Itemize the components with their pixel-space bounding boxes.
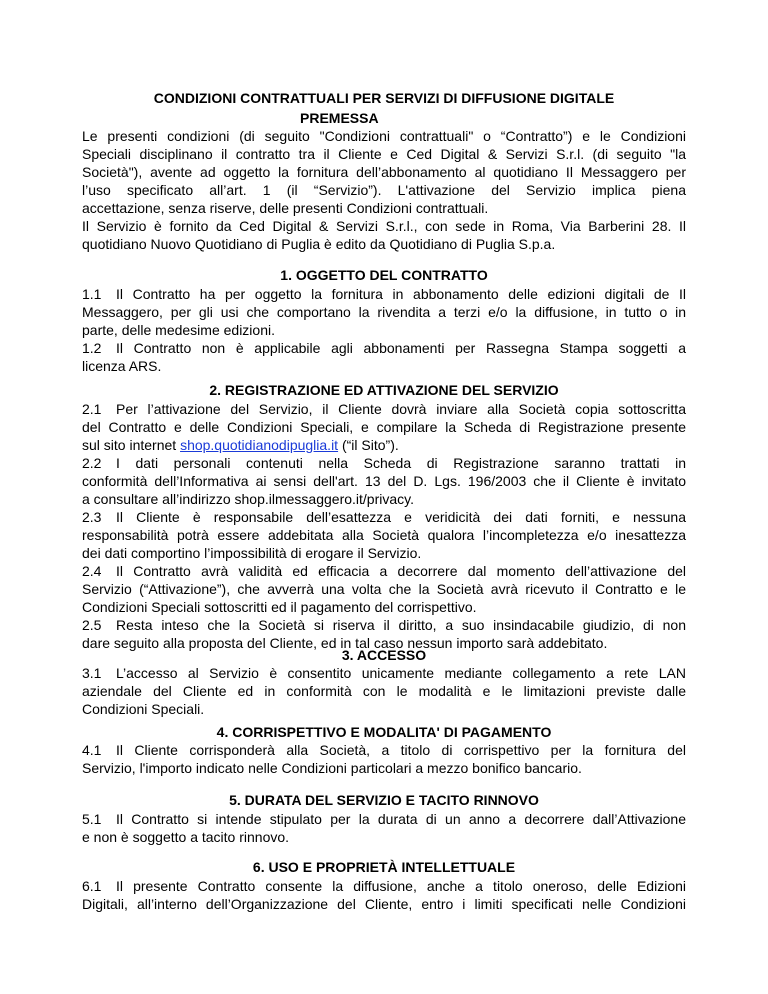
premessa-line: l’uso specificato all’art. 1 (il “Servizio”). L'attivazione del Servizio implica piena [82, 182, 686, 198]
shop-link[interactable]: shop.quotidianodipuglia.it [180, 437, 339, 453]
clause-text: Condizioni Speciali. [82, 701, 205, 717]
section-2-body [82, 400, 686, 652]
clause-text: e non è soggetto a tacito rinnovo. [82, 829, 290, 845]
section-6-body [82, 877, 686, 913]
clause-number: 1.2 [82, 340, 102, 356]
clause-text: I dati personali contenuti nella Scheda di Registrazione saranno trattati in [116, 455, 686, 471]
premessa-heading: PREMESSA [300, 110, 379, 126]
section-1-heading: 1. OGGETTO DEL CONTRATTO [280, 267, 488, 283]
premessa-line: Le presenti condizioni (di seguito "Condizioni contrattuali" o “Contratto”) e le Condizioni [82, 128, 686, 144]
section-5-heading: 5. DURATA DEL SERVIZIO E TACITO RINNOVO [229, 792, 539, 808]
clause-text: Il Cliente corrisponderà alla Società, a titolo di corrispettivo per la fornitura del [116, 742, 686, 758]
clause-text: dei dati comportino l’impossibilità di erogare il Servizio. [82, 545, 422, 561]
clause-text: sul sito internet [82, 437, 181, 453]
clause-text: aziendale del Cliente ed in conformità con le modalità e le limitazioni previste dalle [82, 683, 686, 699]
clause-text: Messaggero, per gli usi che comportano la rivendita a terzi e/o la diffusione, in tutto o in [82, 304, 686, 320]
clause-text: L’accesso al Servizio è consentito unicamente mediante collegamento a rete LAN [116, 665, 686, 681]
section-1-body [82, 285, 686, 375]
clause-number: 4.1 [82, 742, 102, 758]
clause-text: Servizio (“Attivazione”), che avverrà una volta che la Società avrà ricevuto il Contratto e le [82, 581, 686, 597]
clause-number: 1.1 [82, 286, 102, 302]
clause-text: (“il Sito”). [338, 437, 399, 453]
clause-text: a consultare all’indirizzo shop.ilmessaggero.it/privacy. [82, 491, 415, 507]
clause-text: Resta inteso che la Società si riserva il diritto, a suo insindacabile giudizio, di non [116, 617, 686, 633]
clause-number: 2.2 [82, 455, 102, 471]
clause-text: dare seguito alla proposta del Cliente, ed in tal caso nessun importo sarà addebitato. [82, 635, 608, 651]
section-3-body [82, 664, 686, 718]
clause-number: 2.5 [82, 617, 102, 633]
clause-text: Il Contratto ha per oggetto la fornitura in abbonamento delle edizioni digitali de Il [116, 286, 686, 302]
section-5-body [82, 810, 686, 846]
clause-text: Digitali, all’interno dell’Organizzazione del Cliente, entro i limiti specificati nelle Condizioni [82, 896, 686, 912]
clause-number: 2.1 [82, 401, 102, 417]
clause-number: 5.1 [82, 811, 102, 827]
premessa-line: Il Servizio è fornito da Ced Digital & Servizi S.r.l., con sede in Roma, Via Barberini 28. Il [82, 218, 686, 234]
clause-text: parte, delle medesime edizioni. [82, 322, 275, 338]
section-2-heading: 2. REGISTRAZIONE ED ATTIVAZIONE DEL SERVIZIO [209, 382, 559, 398]
premessa-line: Speciali disciplinano il contratto tra il Cliente e Ced Digital & Servizi S.r.l. (di seguito "la [82, 146, 686, 162]
premessa-line: Società"), avente ad oggetto la fornitura dell’abbonamento al quotidiano Il Messaggero per [82, 164, 686, 180]
premessa-line: quotidiano Nuovo Quotidiano di Puglia è edito da Quotidiano di Puglia S.p.a. [82, 236, 556, 252]
clause-text: Il Cliente è responsabile dell’esattezza e veridicità dei dati forniti, e nessuna [116, 509, 686, 525]
clause-text: del Contratto e delle Condizioni Speciali, e compilare la Scheda di Registrazione presente [82, 419, 686, 435]
clause-text: Condizioni Speciali sottoscritti ed il pagamento del corrispettivo. [82, 599, 477, 615]
premessa-paragraph [82, 127, 686, 253]
clause-text: Il Contratto avrà validità ed efficacia a decorrere dal momento dell’attivazione del [116, 563, 686, 579]
clause-text: Servizio, l'importo indicato nelle Condizioni particolari a mezzo bonifico bancario. [82, 760, 582, 776]
clause-text: licenza ARS. [82, 358, 162, 374]
section-3-heading: 3. ACCESSO [341, 647, 427, 663]
clause-text: Il presente Contratto consente la diffusione, anche a titolo oneroso, delle Edizioni [116, 878, 686, 894]
section-4-body [82, 741, 686, 777]
clause-number: 2.4 [82, 563, 102, 579]
clause-text: Il Contratto si intende stipulato per la durata di un anno a decorrere dall’Attivazione [116, 811, 686, 827]
clause-text: conformità dell’Informativa ai sensi dell'art. 13 del D. Lgs. 196/2003 che il Cliente è invitato [82, 473, 686, 489]
clause-number: 6.1 [82, 878, 102, 894]
clause-number: 3.1 [82, 665, 102, 681]
section-4-heading: 4. CORRISPETTIVO E MODALITA' DI PAGAMENTO [216, 724, 552, 740]
section-6-heading: 6. USO E PROPRIETÀ INTELLETTUALE [252, 859, 516, 875]
premessa-line: accettazione, senza riserve, delle presenti Condizioni contrattuali. [82, 200, 489, 216]
clause-text: responsabilità potrà essere addebitata alla Società qualora l’incompletezza e/o inesattezza [82, 527, 686, 543]
clause-text: Per l’attivazione del Servizio, il Cliente dovrà inviare alla Società copia sottoscritta [116, 401, 686, 417]
clause-number: 2.3 [82, 509, 102, 525]
document-title: CONDIZIONI CONTRATTUALI PER SERVIZI DI DIFFUSIONE DIGITALE [153, 90, 615, 106]
clause-text: Il Contratto non è applicabile agli abbonamenti per Rassegna Stampa soggetti a [116, 340, 686, 356]
